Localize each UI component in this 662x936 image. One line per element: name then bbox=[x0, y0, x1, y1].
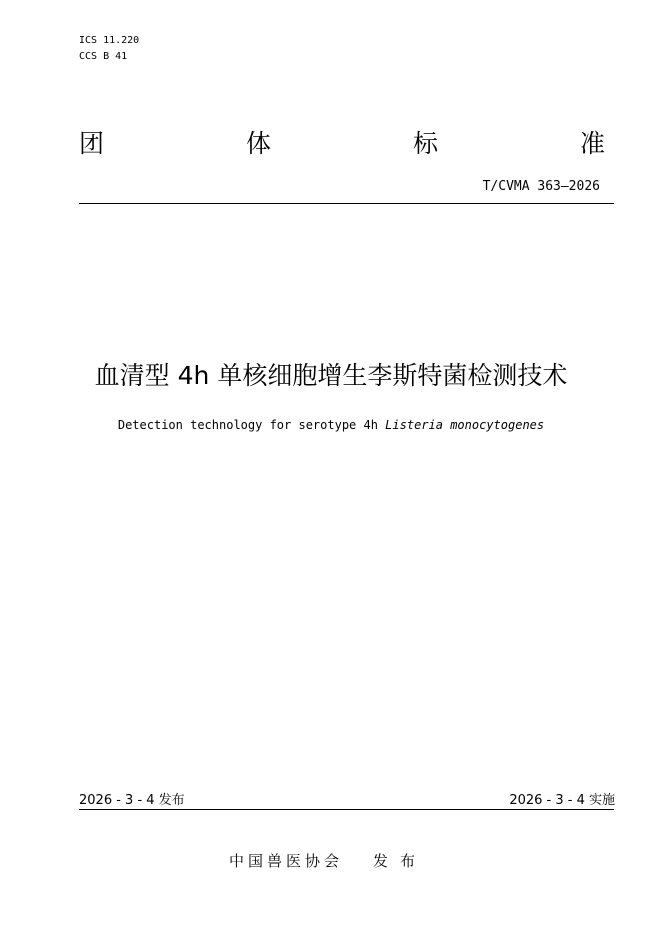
publisher-action: 发布 bbox=[373, 852, 428, 870]
standard-type-char-1: 团 bbox=[79, 129, 105, 158]
publisher-organization: 中国兽医协会 bbox=[229, 852, 344, 870]
ics-code: ICS 11.220 bbox=[79, 35, 140, 46]
standard-number: T/CVMA 363—2026 bbox=[482, 179, 600, 194]
english-title-species: Listeria monocytogenes bbox=[385, 418, 545, 432]
standard-type-char-3: 标 bbox=[412, 129, 438, 158]
release-date: 2026 - 3 - 4 发布 bbox=[79, 793, 185, 808]
standard-type-char-4: 准 bbox=[579, 129, 605, 158]
english-title-prefix: Detection technology for serotype 4h bbox=[117, 418, 386, 432]
standard-type-char-2: 体 bbox=[245, 129, 271, 158]
ccs-code: CCS B 41 bbox=[79, 51, 128, 62]
classification-codes bbox=[79, 33, 139, 65]
implementation-date: 2026 - 3 - 4 实施 bbox=[509, 793, 615, 808]
bottom-divider bbox=[79, 809, 614, 810]
english-title bbox=[0, 416, 662, 434]
chinese-title: 血清型 4h 单核细胞增生李斯特菌检测技术 bbox=[94, 361, 568, 390]
publisher-line bbox=[229, 850, 427, 872]
top-divider bbox=[79, 203, 614, 204]
standard-type-heading bbox=[79, 126, 605, 162]
